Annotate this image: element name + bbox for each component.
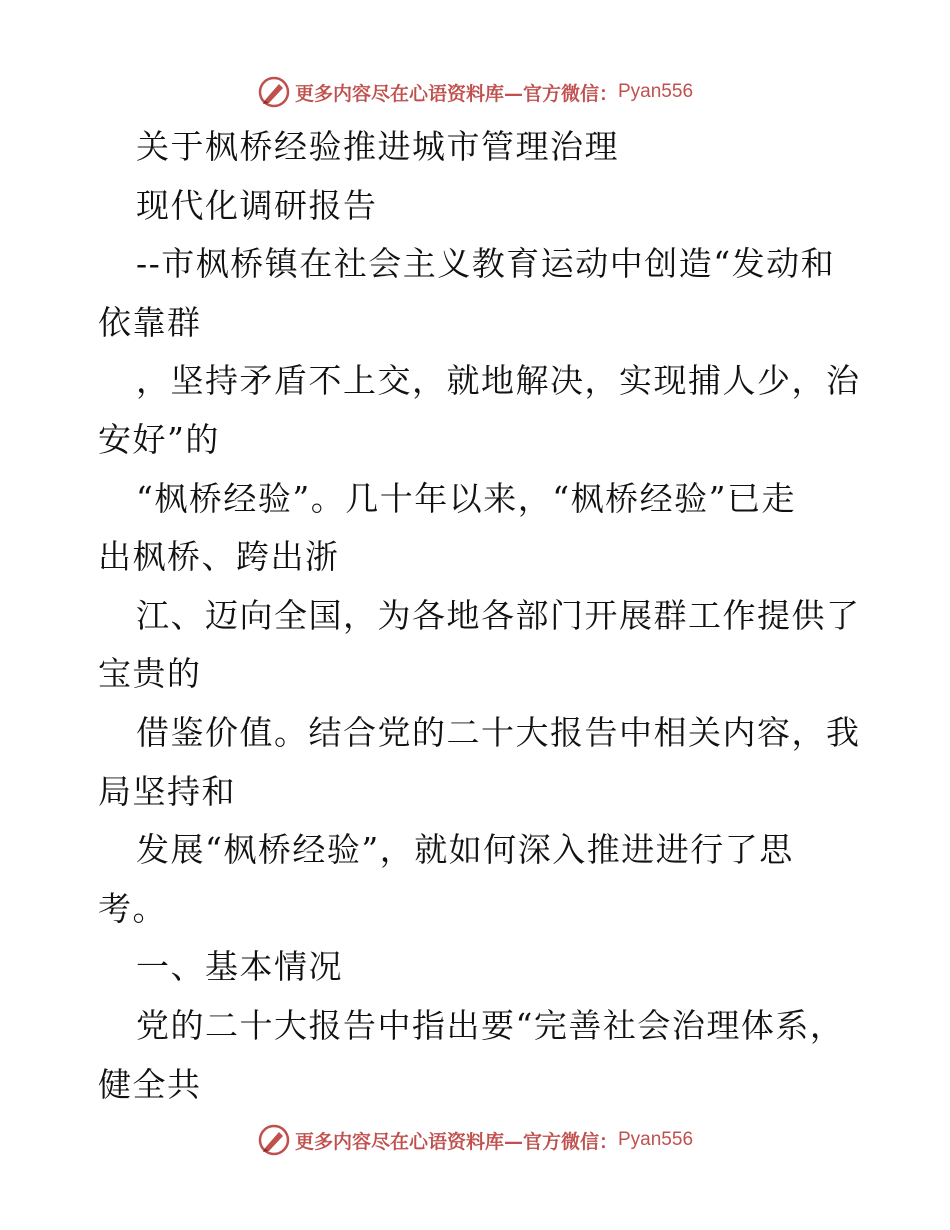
- footer-watermark-banner: [0, 1120, 950, 1160]
- pen-logo-icon: [257, 1123, 291, 1157]
- text-line: 现代化调研报告: [136, 185, 378, 225]
- pen-logo-icon: [257, 75, 291, 109]
- header-watermark-banner: [0, 72, 950, 112]
- banner-handle: Pyan556: [618, 81, 694, 102]
- text-line: 健全共: [98, 1064, 202, 1104]
- text-line: 借鉴价值。结合党的二十大报告中相关内容，我: [136, 712, 861, 752]
- text-line: --市枫桥镇在社会主义教育运动中创造“发动和: [136, 244, 836, 284]
- text-line: ，坚持矛盾不上交，就地解决，实现捕人少，治: [136, 361, 861, 401]
- text-line: 关于枫桥经验推进城市管理治理: [136, 127, 619, 166]
- text-line: 党的二十大报告中指出要“完善社会治理体系，: [136, 1005, 845, 1045]
- banner-handle: Pyan556: [618, 1129, 694, 1150]
- text-line: “枫桥经验”。几十年以来，“枫桥经验”已走: [136, 478, 796, 518]
- text-line: 安好”的: [98, 419, 220, 459]
- banner-text: 更多内容尽在心语资料库—官方微信：: [294, 82, 618, 105]
- section-heading: 一、基本情况: [136, 947, 343, 987]
- banner-text: 更多内容尽在心语资料库—官方微信：: [294, 1130, 618, 1153]
- text-line: 考。: [98, 888, 167, 928]
- document-body: [98, 118, 861, 1114]
- text-line: 依靠群: [98, 302, 202, 342]
- text-line: 出枫桥、跨出浙: [98, 537, 340, 577]
- text-line: 发展“枫桥经验”，就如何深入推进进行了思: [136, 830, 794, 870]
- text-line: 宝贵的: [98, 654, 202, 694]
- text-line: 局坚持和: [98, 771, 236, 811]
- text-line: 江、迈向全国，为各地各部门开展群工作提供了: [136, 595, 861, 635]
